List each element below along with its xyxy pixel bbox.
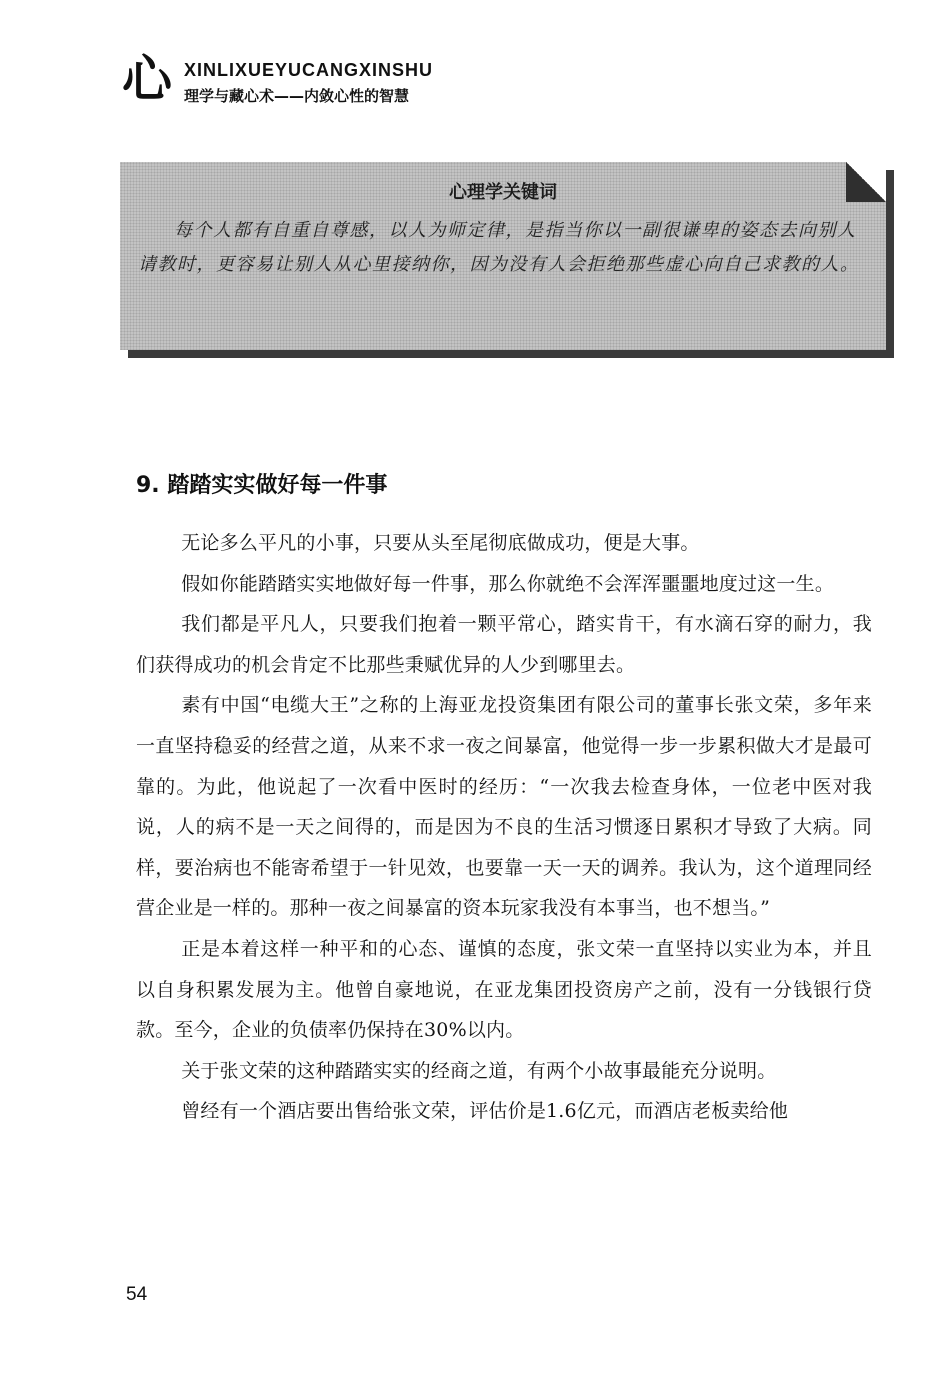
- paragraph: 素有中国“电缆大王”之称的上海亚龙投资集团有限公司的董事长张文荣，多年来一直坚持稳妥的经营之道，从来不求一夜之间暴富，他觉得一步一步累积做大才是最可靠的。为此，他说起了一次看中医时的经历：“一次我去检查身体，一位老中医对我说，人的病不是一天之间得的，而是因为不良的生活习惯逐日累积才导致了大病。同样，要治病也不能寄希望于一针见效，也要靠一天一天的调养。我认为，这个道理同经营企业是一样的。那种一夜之间暴富的资本玩家我没有本事当，也不想当。”: [136, 694, 872, 920]
- keyword-box-title: 心理学关键词: [449, 182, 557, 203]
- header-pinyin: XINLIXUEYUCANGXINSHU: [184, 60, 434, 80]
- section-heading: 9. 踏踏实实做好每一件事: [136, 473, 388, 498]
- keyword-box: [120, 162, 886, 350]
- body-text: [136, 523, 872, 1132]
- paragraph: 正是本着这样一种平和的心态、谨慎的态度，张文荣一直坚持以实业为本，并且以自身积累发展为主。他曾自豪地说，在亚龙集团投资房产之前，没有一分钱银行贷款。至今，企业的负债率仍保持在30%以内。: [136, 937, 872, 1042]
- paragraph: 假如你能踏踏实实地做好每一件事，那么你就绝不会浑浑噩噩地度过这一生。: [181, 572, 835, 595]
- paragraph: 曾经有一个酒店要出售给张文荣，评估价是1.6亿元，而酒店老板卖给他: [181, 1100, 789, 1123]
- paragraph: 关于张文荣的这种踏踏实实的经商之道，有两个小故事最能充分说明。: [181, 1059, 777, 1082]
- keyword-box-text: 每个人都有自重自尊感，以人为师定律，是指当你以一副很谦卑的姿态去向别人请教时，更容易让别人从心里接纳你，因为没有人会拒绝那些虚心向自己求教的人。: [138, 220, 860, 275]
- paragraph: 我们都是平凡人，只要我们抱着一颗平常心，踏实肯干，有水滴石穿的耐力，我们获得成功的机会肯定不比那些秉赋优异的人少到哪里去。: [136, 613, 872, 676]
- header-subtitle: 理学与藏心术——内敛心性的智慧: [184, 87, 410, 105]
- paragraph: 无论多么平凡的小事，只要从头至尾彻底做成功，便是大事。: [181, 532, 700, 554]
- header-logo-char: 心: [122, 50, 172, 108]
- page-number: 54: [126, 1284, 148, 1305]
- keyword-box-corner-fold: [846, 162, 886, 202]
